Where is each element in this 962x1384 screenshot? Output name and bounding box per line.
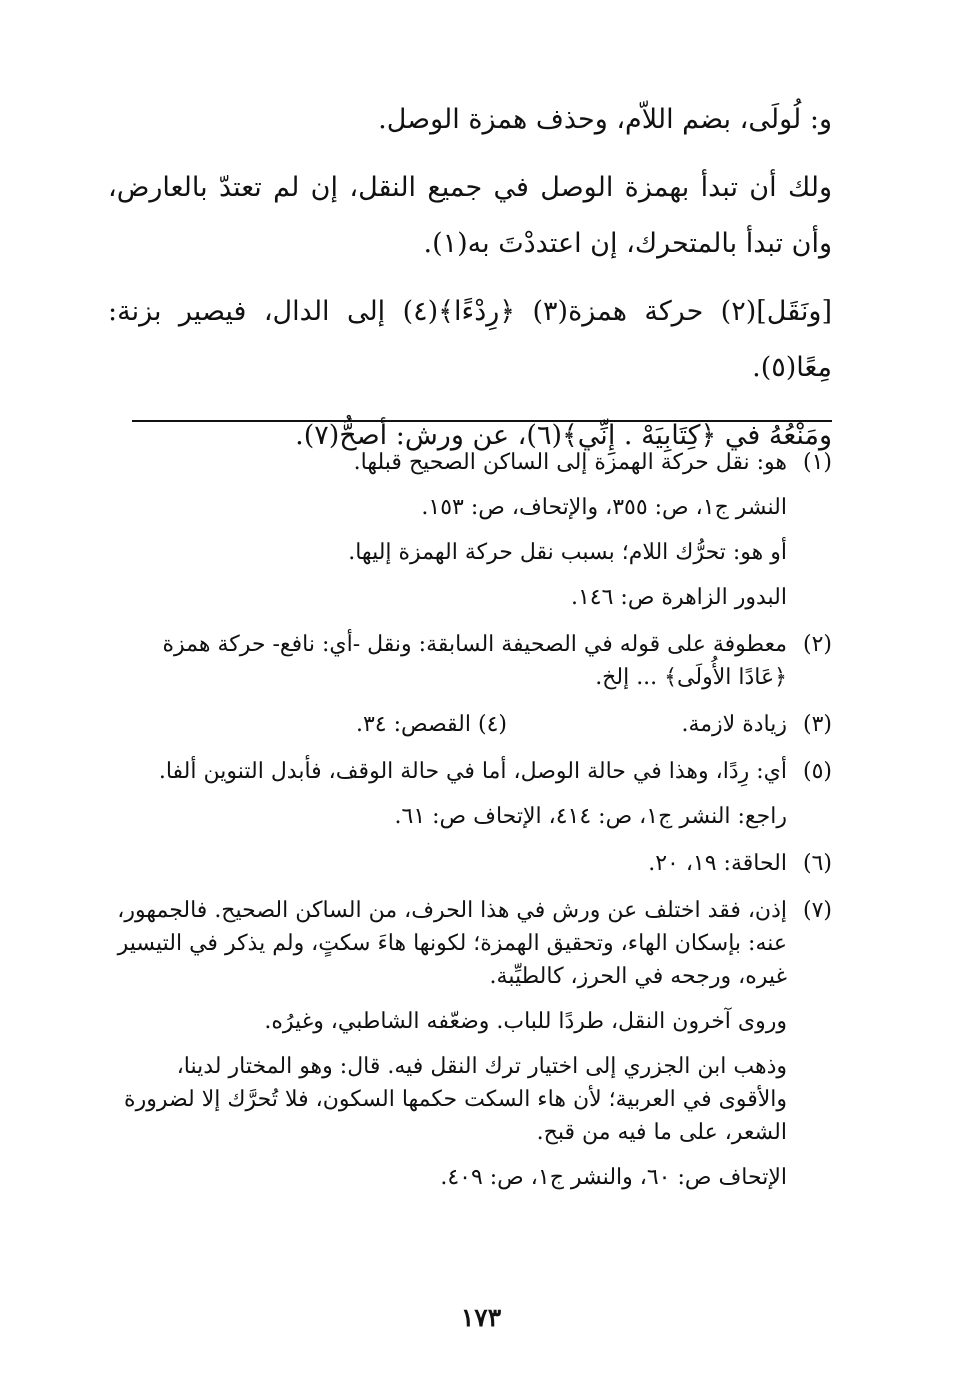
footnote-line: أو هو: تحرُّك اللام؛ بسبب نقل حركة الهمزة إليها. xyxy=(348,540,787,565)
footnote-number: (٧) xyxy=(802,898,832,923)
footnote-number: (٢) xyxy=(802,632,832,657)
main-paragraph: [ونَقَل](٢) حركة همزة(٣) ﴿رِدْءًا﴾(٤) إلى الدال، فيصير بزنة: مِعًا(٥). xyxy=(108,296,832,383)
footnote-line: النشر ج١، ص: ٣٥٥، والإتحاف، ص: ١٥٣. xyxy=(421,495,787,520)
footnote-6 xyxy=(108,847,832,880)
footnote-number: (٥) xyxy=(802,759,832,784)
footnote-number: (١) xyxy=(802,450,832,475)
footnote-number: (٣) xyxy=(802,712,832,737)
footnote-7 xyxy=(108,894,832,1194)
footnote-line: البدور الزاهرة ص: ١٤٦. xyxy=(570,585,787,610)
footnote-paragraph: إذن، فقد اختلف عن ورش في هذا الحرف، من الساكن الصحيح. فالجمهور، عنه: بإسكان الهاء، وتحقيق الهمزة؛ لكونها هاءَ سكتٍ، ولم يذكر في التيسير غيره، ورجحه في الحرز، كالطيِّبة. xyxy=(117,898,787,989)
page-number: ١٧٣ xyxy=(460,1303,502,1332)
footnote-text: زيادة لازمة. xyxy=(681,712,787,737)
footnote-paragraph: الإتحاف ص: ٦٠، والنشر ج١، ص: ٤٠٩. xyxy=(440,1165,787,1190)
footnote-text: الحاقة: ١٩، ٢٠. xyxy=(648,851,787,876)
footnote-paragraph: وروى آخرون النقل، طردًا للباب. وضعّفه الشاطبي، وغيرُه. xyxy=(264,1009,787,1034)
main-paragraph: ومَنْعُهُ في ﴿كِتَابِيَهْ . إِنِّي﴾(٦)، عن ورش: أصحُّ(٧). xyxy=(295,420,832,451)
main-paragraph: ولك أن تبدأ بهمزة الوصل في جميع النقل، إن لم تعتدّ بالعارض، وأن تبدأ بالمتحرك، إن اعتددْتَ به(١). xyxy=(108,172,832,259)
footnotes xyxy=(108,446,832,1208)
footnote-4 xyxy=(356,708,507,741)
footnote-1 xyxy=(108,446,832,614)
footnote-5 xyxy=(108,755,832,833)
footnotes-3-4 xyxy=(108,708,832,741)
footnote-paragraph: وذهب ابن الجزري إلى اختيار ترك النقل فيه. قال: وهو المختار لدينا، والأقوى في العربية؛ لأن هاء السكت حكمها السكون، فلا تُحرَّك إلا لضرورة الشعر، على ما فيه من قبح. xyxy=(124,1054,787,1145)
footnote-line: هو: نقل حركة الهمزة إلى الساكن الصحيح قبلها. xyxy=(353,450,787,475)
footnote-number: (٤) xyxy=(477,712,507,737)
main-paragraph: و: لُولَى، بضم اللاّم، وحذف همزة الوصل. xyxy=(378,104,832,135)
footnote-number: (٦) xyxy=(802,851,832,876)
footnote-separator xyxy=(132,420,832,422)
footnote-text: معطوفة على قوله في الصحيفة السابقة: ونقل -أي: نافع- حركة همزة ﴿عَادًا الأُولَى﴾ ... إلخ. xyxy=(162,632,787,690)
footnote-line: راجع: النشر ج١، ص: ٤١٤، الإتحاف ص: ٦١. xyxy=(394,804,787,829)
footnote-text: القصص: ٣٤. xyxy=(355,712,471,737)
main-text xyxy=(108,92,832,476)
footnote-line: أي: رِدًا، وهذا في حالة الوصل، أما في حالة الوقف، فأبدل التنوين ألفا. xyxy=(158,759,787,784)
footnote-2 xyxy=(108,628,832,694)
